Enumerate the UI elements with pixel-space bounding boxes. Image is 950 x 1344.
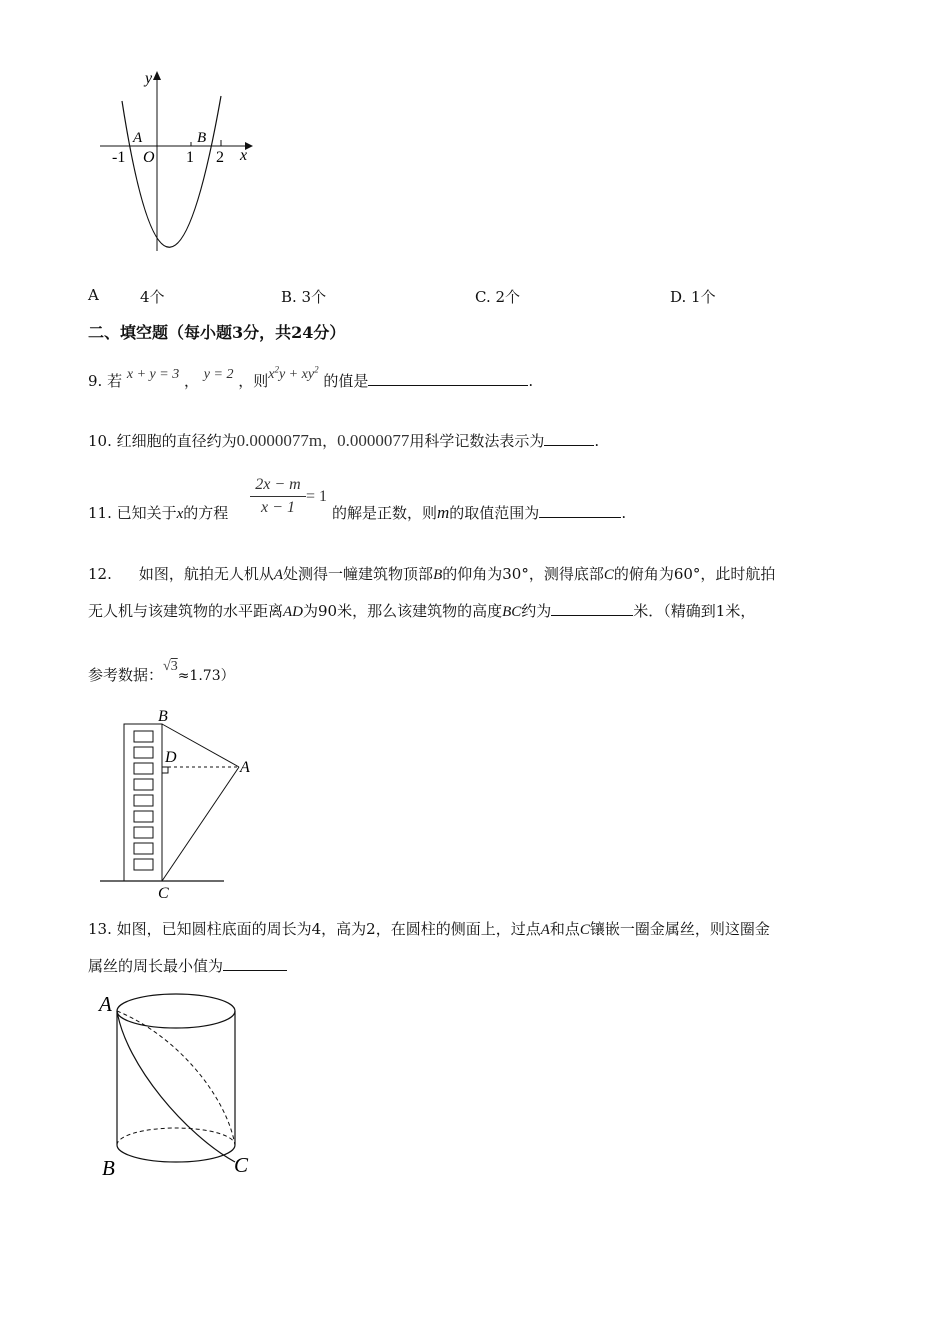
q12-segment-AD: AD <box>283 604 304 620</box>
point-A-label: A <box>133 130 143 146</box>
q10-end: . <box>594 432 600 450</box>
cylinder-top <box>117 994 235 1028</box>
q11-mid: 的方程 <box>183 504 229 522</box>
tick-2-label: 2 <box>216 149 224 166</box>
q10-suffix: 用科学记数法表示为 <box>409 432 545 450</box>
q11-fraction <box>250 476 306 517</box>
cylinder-figure <box>96 985 266 1185</box>
q9-eq1: x + y = 3 <box>126 367 180 382</box>
q11-denominator: x − 1 <box>261 499 295 516</box>
q10-value2: 0.0000077 <box>337 431 410 450</box>
tick-neg1-label: -1 <box>112 149 126 166</box>
axis-y-label: y <box>145 70 153 87</box>
q9-answer-blank[interactable] <box>368 371 528 386</box>
q12-ref-value: ≈1.73） <box>177 668 235 684</box>
q9-comma: ， <box>183 372 199 390</box>
tick-1-label: 1 <box>186 149 194 166</box>
q12-text-a: 如图，航拍无人机从 <box>138 565 274 583</box>
q11-after: 的解是正数，则 <box>332 504 438 522</box>
q9-then: ，则 <box>238 372 269 390</box>
q11-equals: = 1 <box>306 488 328 505</box>
q12-text-h: 米．（精确到1米， <box>633 602 756 620</box>
question-12-line2 <box>88 600 755 621</box>
question-9 <box>88 364 534 391</box>
option-d: D. 1个 <box>670 288 716 306</box>
q12-sqrt: √3 <box>163 659 178 674</box>
point-C-label: C <box>158 885 169 901</box>
question-11-tail <box>332 502 626 523</box>
q9-eq2: y = 2 <box>203 367 234 382</box>
q12-number: 12. <box>88 565 112 583</box>
q13-text-c: 镶嵌一圈金属丝，则这圈金 <box>589 920 770 938</box>
q12-text-e: 无人机与该建筑物的水平距离 <box>88 602 284 620</box>
point-B-label: B <box>102 1156 115 1180</box>
q13-point-C: C <box>579 922 590 938</box>
q12-ref-label: 参考数据： <box>88 666 164 684</box>
q12-text-d: 的俯角为60°，此时航拍 <box>613 565 776 583</box>
axis-x-label: x <box>240 147 248 164</box>
question-11 <box>88 502 228 523</box>
building-windows <box>134 731 153 870</box>
q12-text-b: 处测得一幢建筑物顶部 <box>283 565 434 583</box>
cylinder-bottom-front <box>117 1145 235 1162</box>
option-a-text: 4个 <box>140 288 165 306</box>
q13-answer-blank[interactable] <box>223 956 287 971</box>
q13-text-a: 13. 如图，已知圆柱底面的周长为4，高为2，在圆柱的侧面上，过点 <box>88 920 541 938</box>
q11-tail: 的取值范围为 <box>449 504 540 522</box>
q10-value1: 0.0000077m <box>236 431 323 450</box>
wire-back <box>117 1011 235 1145</box>
q11-end: . <box>621 504 627 522</box>
point-D-label: D <box>165 749 177 766</box>
parabola-curve <box>122 96 221 247</box>
q12-answer-blank[interactable] <box>551 601 633 616</box>
q13-text-d: 属丝的周长最小值为 <box>88 957 224 975</box>
question-13-line1 <box>88 918 770 939</box>
q10-comma: ， <box>322 432 338 450</box>
option-a-letter: A <box>88 286 99 304</box>
right-angle-marker <box>162 767 168 773</box>
q11-prefix: 11. 已知关于 <box>88 504 177 522</box>
q13-text-b: 和点 <box>549 920 580 938</box>
point-A-label: A <box>240 759 250 776</box>
option-b: B. 3个 <box>281 288 327 306</box>
q11-numerator: 2x − m <box>250 476 306 497</box>
building-figure <box>98 706 268 901</box>
segment-AC <box>162 767 239 881</box>
q12-text-f: 为90米，那么该建筑物的高度 <box>303 602 503 620</box>
q11-var-x: x <box>176 506 184 522</box>
section-heading: 二、填空题（每小题3分，共24分） <box>88 323 346 342</box>
origin-label: O <box>143 149 155 166</box>
q12-point-A: A <box>273 567 284 583</box>
point-A-label: A <box>99 992 112 1016</box>
q12-text-c: 的仰角为30°，测得底部 <box>442 565 604 583</box>
q9-expression: $x^2y + xy^2$ <box>268 364 319 382</box>
y-axis-arrow <box>153 71 161 80</box>
question-12-ref <box>88 659 235 685</box>
question-13-line2 <box>88 955 287 976</box>
building <box>124 724 162 881</box>
q12-text-g: 约为 <box>521 602 552 620</box>
parabola-graph <box>95 66 265 256</box>
q9-end: . <box>528 372 534 390</box>
option-c: C. 2个 <box>475 288 521 306</box>
q10-answer-blank[interactable] <box>544 431 594 446</box>
cylinder-bottom-back <box>117 1128 235 1145</box>
question-12-line1 <box>88 563 775 584</box>
q12-point-C: C <box>603 567 614 583</box>
point-B-label: B <box>197 130 207 146</box>
q12-point-B: B <box>433 567 443 583</box>
wire-front <box>117 1011 235 1162</box>
q9-tail: 的值是 <box>323 372 369 390</box>
q11-var-m: m <box>437 503 450 522</box>
q13-point-A: A <box>540 922 550 938</box>
q9-number: 9. 若 <box>88 372 123 390</box>
point-C-label: C <box>234 1153 249 1177</box>
q11-answer-blank[interactable] <box>539 503 621 518</box>
point-B-label: B <box>158 708 168 725</box>
q12-segment-BC: BC <box>502 604 522 620</box>
q10-prefix: 10. 红细胞的直径约为 <box>88 432 237 450</box>
question-10 <box>88 430 599 451</box>
